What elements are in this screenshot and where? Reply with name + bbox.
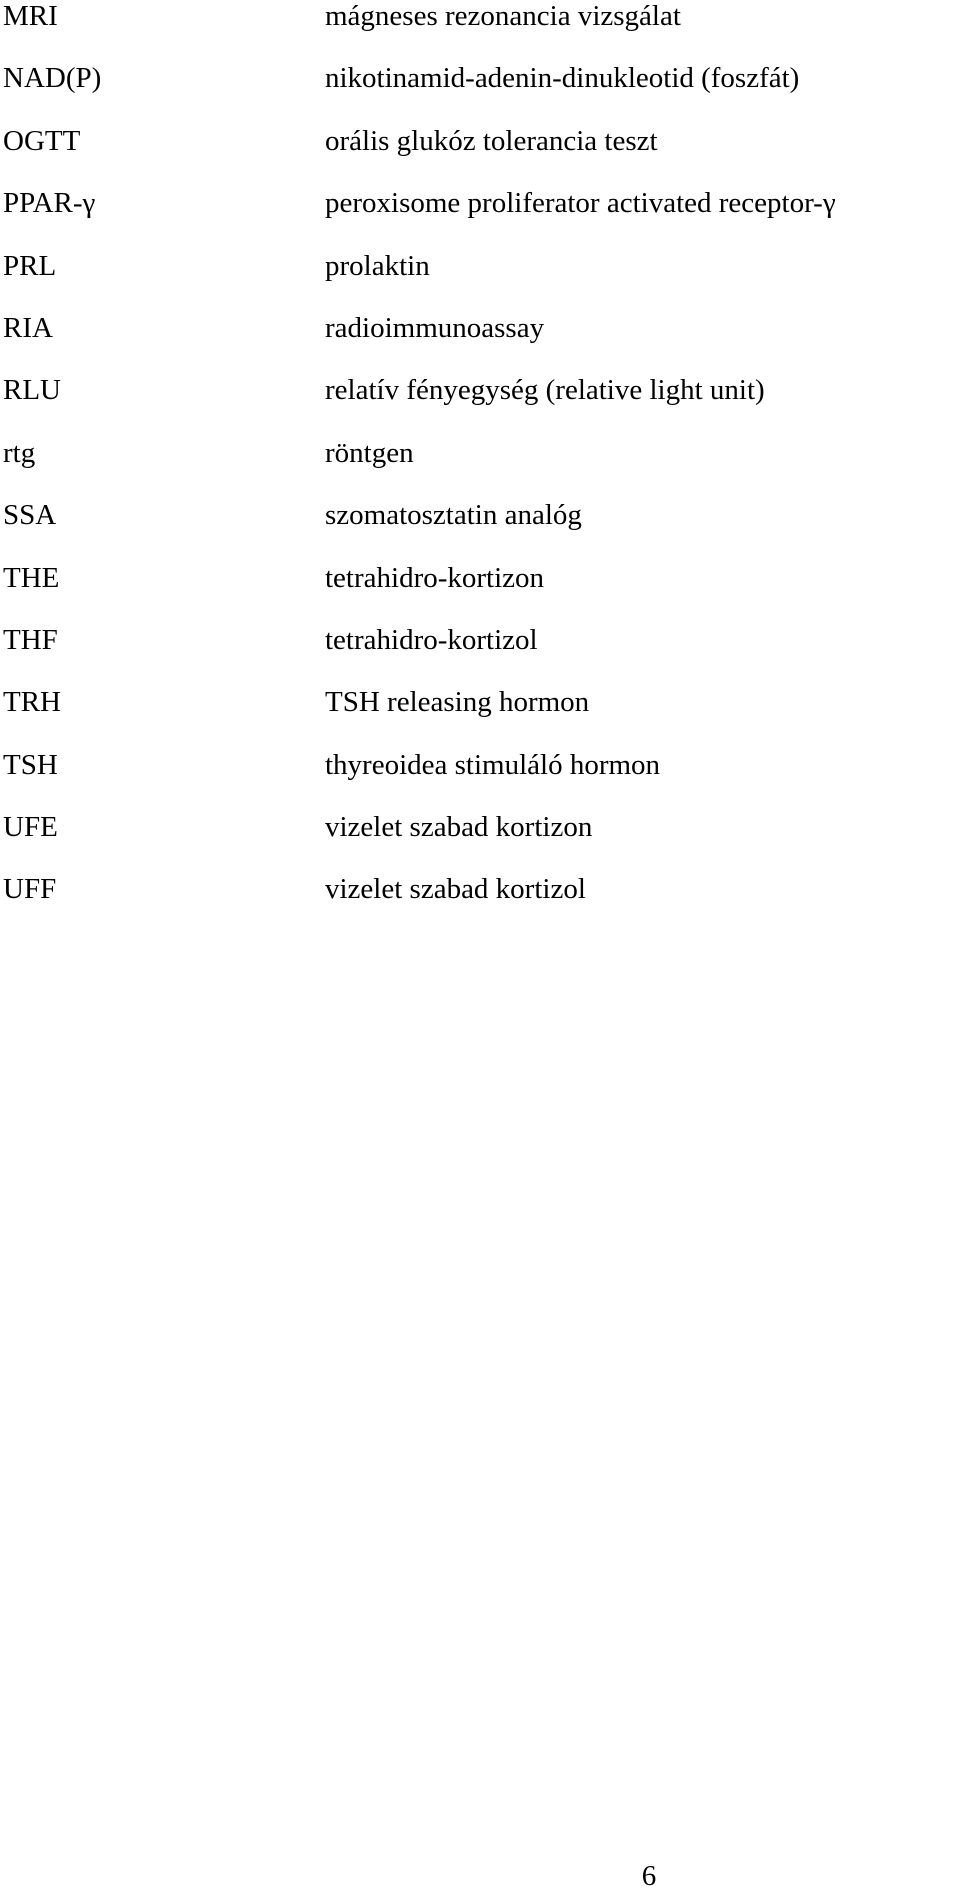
abbreviation-row <box>0 250 960 312</box>
abbreviation-definition: tetrahidro-kortizol <box>325 623 538 656</box>
abbreviation-term: TSH <box>3 748 58 781</box>
page-number-text: 6 <box>641 1860 657 1892</box>
abbreviation-definition: tetrahidro-kortizon <box>325 561 545 594</box>
abbreviation-term: THF <box>3 623 58 656</box>
abbreviation-definition: nikotinamid-adenin-dinukleotid (foszfát) <box>325 62 800 95</box>
abbreviation-row <box>0 686 960 748</box>
page-number <box>0 1860 960 1892</box>
abbreviation-term: rtg <box>3 436 36 469</box>
abbreviation-term: TRH <box>3 686 61 719</box>
abbreviation-row <box>0 312 960 374</box>
abbreviation-term: THE <box>3 561 60 594</box>
abbreviation-row <box>0 811 960 873</box>
abbreviation-row <box>0 624 960 686</box>
abbreviation-term: UFE <box>3 811 58 844</box>
abbreviation-row <box>0 187 960 249</box>
abbreviation-row <box>0 125 960 187</box>
abbreviation-term: UFF <box>3 873 57 906</box>
abbreviation-term: SSA <box>3 499 57 532</box>
abbreviation-list <box>0 0 960 936</box>
abbreviation-row <box>0 749 960 811</box>
abbreviation-row <box>0 873 960 935</box>
abbreviation-definition: relatív fényegység (relative light unit) <box>325 374 765 407</box>
abbreviation-definition: orális glukóz tolerancia teszt <box>325 124 658 157</box>
abbreviation-term: PRL <box>3 249 57 282</box>
abbreviation-term: OGTT <box>3 124 81 157</box>
abbreviation-term: RIA <box>3 311 53 344</box>
abbreviation-row <box>0 499 960 561</box>
abbreviation-definition: prolaktin <box>325 249 430 282</box>
abbreviation-row <box>0 437 960 499</box>
abbreviation-row <box>0 62 960 124</box>
abbreviation-definition: vizelet szabad kortizon <box>325 811 593 844</box>
abbreviation-definition: röntgen <box>325 436 414 469</box>
abbreviation-term: MRI <box>3 0 58 32</box>
abbreviation-row <box>0 0 960 62</box>
abbreviation-definition: szomatosztatin analóg <box>325 499 582 532</box>
abbreviation-definition: radioimmunoassay <box>325 311 545 344</box>
abbreviation-definition: TSH releasing hormon <box>325 686 590 719</box>
abbreviation-row <box>0 562 960 624</box>
abbreviation-definition: thyreoidea stimuláló hormon <box>325 748 661 781</box>
abbreviation-term: NAD(P) <box>3 62 102 95</box>
abbreviation-definition: peroxisome proliferator activated receptor-γ <box>325 187 836 220</box>
abbreviation-definition: mágneses rezonancia vizsgálat <box>325 0 681 32</box>
abbreviation-row <box>0 374 960 436</box>
abbreviation-term: PPAR-γ <box>3 187 96 220</box>
abbreviation-term: RLU <box>3 374 61 407</box>
abbreviation-definition: vizelet szabad kortizol <box>325 873 586 906</box>
